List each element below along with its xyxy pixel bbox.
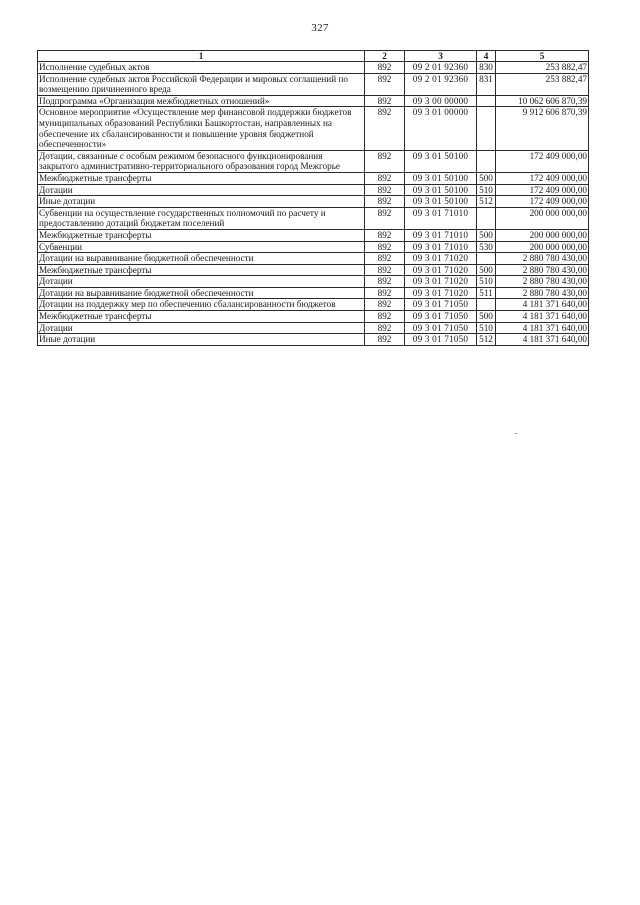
scan-speck bbox=[515, 433, 517, 434]
row-ved-cell: 892 bbox=[365, 264, 405, 276]
row-name-cell: Межбюджетные трансферты bbox=[38, 172, 365, 184]
row-name-cell: Исполнение судебных актов Российской Федерации и мировых соглашений по возмещению причиненного вреда bbox=[38, 73, 365, 95]
table-row bbox=[38, 184, 589, 196]
budget-table bbox=[37, 50, 589, 346]
row-csr-cell: 09 3 01 71050 bbox=[405, 311, 477, 323]
row-ved-cell: 892 bbox=[365, 253, 405, 265]
row-csr-cell: 09 3 01 71020 bbox=[405, 287, 477, 299]
row-sum-cell: 9 912 606 870,39 bbox=[496, 107, 589, 150]
row-vr-cell: 511 bbox=[477, 287, 496, 299]
row-sum-cell: 2 880 780 430,00 bbox=[496, 287, 589, 299]
row-csr-cell: 09 3 01 71010 bbox=[405, 229, 477, 241]
row-csr-cell: 09 3 01 50100 bbox=[405, 184, 477, 196]
row-csr-cell: 09 3 01 71010 bbox=[405, 241, 477, 253]
table-row bbox=[38, 172, 589, 184]
row-csr-cell: 09 2 01 92360 bbox=[405, 73, 477, 95]
page-number: 327 bbox=[311, 22, 329, 34]
row-ved-cell: 892 bbox=[365, 334, 405, 346]
table-row bbox=[38, 229, 589, 241]
row-sum-cell: 172 409 000,00 bbox=[496, 184, 589, 196]
row-csr-cell: 09 3 01 50100 bbox=[405, 150, 477, 172]
row-ved-cell: 892 bbox=[365, 207, 405, 229]
row-vr-cell bbox=[477, 253, 496, 265]
row-sum-cell: 200 000 000,00 bbox=[496, 207, 589, 229]
column-header: 3 bbox=[405, 51, 477, 62]
row-csr-cell: 09 3 01 71020 bbox=[405, 253, 477, 265]
table-header-row bbox=[38, 51, 589, 62]
row-sum-cell: 2 880 780 430,00 bbox=[496, 253, 589, 265]
row-ved-cell: 892 bbox=[365, 311, 405, 323]
row-vr-cell bbox=[477, 150, 496, 172]
row-vr-cell: 512 bbox=[477, 334, 496, 346]
row-name-cell: Межбюджетные трансферты bbox=[38, 264, 365, 276]
row-ved-cell: 892 bbox=[365, 73, 405, 95]
row-csr-cell: 09 3 01 71050 bbox=[405, 299, 477, 311]
row-name-cell: Основное мероприятие «Осуществление мер финансовой поддержки бюджетов муниципальных образований Республики Башкортостан, направленных на обеспечение их сбалансированности и повышение уровня бюджетной обеспеченности» bbox=[38, 107, 365, 150]
table-row bbox=[38, 241, 589, 253]
table-row bbox=[38, 253, 589, 265]
row-ved-cell: 892 bbox=[365, 62, 405, 74]
row-name-cell: Исполнение судебных актов bbox=[38, 62, 365, 74]
row-sum-cell: 4 181 371 640,00 bbox=[496, 322, 589, 334]
row-csr-cell: 09 3 01 00000 bbox=[405, 107, 477, 150]
row-name-cell: Дотации на выравнивание бюджетной обеспеченности bbox=[38, 287, 365, 299]
table-row bbox=[38, 264, 589, 276]
row-ved-cell: 892 bbox=[365, 184, 405, 196]
row-vr-cell: 512 bbox=[477, 196, 496, 208]
table-row bbox=[38, 299, 589, 311]
row-sum-cell: 4 181 371 640,00 bbox=[496, 299, 589, 311]
row-csr-cell: 09 3 01 71010 bbox=[405, 207, 477, 229]
row-name-cell: Иные дотации bbox=[38, 196, 365, 208]
row-vr-cell: 510 bbox=[477, 276, 496, 288]
row-vr-cell: 500 bbox=[477, 229, 496, 241]
table-row bbox=[38, 62, 589, 74]
row-csr-cell: 09 3 01 71020 bbox=[405, 264, 477, 276]
column-header: 5 bbox=[496, 51, 589, 62]
row-ved-cell: 892 bbox=[365, 150, 405, 172]
table-row bbox=[38, 322, 589, 334]
row-csr-cell: 09 3 01 71020 bbox=[405, 276, 477, 288]
row-sum-cell: 253 882,47 bbox=[496, 62, 589, 74]
row-name-cell: Дотации на выравнивание бюджетной обеспеченности bbox=[38, 253, 365, 265]
row-sum-cell: 200 000 000,00 bbox=[496, 229, 589, 241]
row-vr-cell bbox=[477, 299, 496, 311]
row-csr-cell: 09 3 01 50100 bbox=[405, 196, 477, 208]
row-sum-cell: 172 409 000,00 bbox=[496, 150, 589, 172]
table-body bbox=[38, 62, 589, 346]
row-name-cell: Иные дотации bbox=[38, 334, 365, 346]
table-row bbox=[38, 95, 589, 107]
table-row bbox=[38, 196, 589, 208]
row-name-cell: Субвенции bbox=[38, 241, 365, 253]
row-name-cell: Подпрограмма «Организация межбюджетных отношений» bbox=[38, 95, 365, 107]
row-name-cell: Субвенции на осуществление государственных полномочий по расчету и предоставлению дотаций бюджетам поселений bbox=[38, 207, 365, 229]
row-ved-cell: 892 bbox=[365, 299, 405, 311]
table-row bbox=[38, 334, 589, 346]
row-name-cell: Дотации bbox=[38, 184, 365, 196]
row-vr-cell: 530 bbox=[477, 241, 496, 253]
row-sum-cell: 172 409 000,00 bbox=[496, 172, 589, 184]
row-csr-cell: 09 3 01 71050 bbox=[405, 334, 477, 346]
table-row bbox=[38, 207, 589, 229]
row-vr-cell bbox=[477, 207, 496, 229]
row-sum-cell: 253 882,47 bbox=[496, 73, 589, 95]
row-sum-cell: 2 880 780 430,00 bbox=[496, 276, 589, 288]
row-ved-cell: 892 bbox=[365, 172, 405, 184]
table-row bbox=[38, 73, 589, 95]
column-header: 4 bbox=[477, 51, 496, 62]
row-name-cell: Межбюджетные трансферты bbox=[38, 311, 365, 323]
table-row bbox=[38, 287, 589, 299]
row-name-cell: Дотации, связанные с особым режимом безопасного функционирования закрытого административно-территориального образования город Межгорье bbox=[38, 150, 365, 172]
row-csr-cell: 09 3 01 50100 bbox=[405, 172, 477, 184]
row-sum-cell: 172 409 000,00 bbox=[496, 196, 589, 208]
table-row bbox=[38, 311, 589, 323]
row-sum-cell: 4 181 371 640,00 bbox=[496, 334, 589, 346]
row-name-cell: Дотации bbox=[38, 322, 365, 334]
table-row bbox=[38, 150, 589, 172]
row-name-cell: Межбюджетные трансферты bbox=[38, 229, 365, 241]
row-ved-cell: 892 bbox=[365, 95, 405, 107]
row-ved-cell: 892 bbox=[365, 107, 405, 150]
row-csr-cell: 09 3 01 71050 bbox=[405, 322, 477, 334]
row-vr-cell: 500 bbox=[477, 311, 496, 323]
row-ved-cell: 892 bbox=[365, 276, 405, 288]
row-ved-cell: 892 bbox=[365, 196, 405, 208]
row-vr-cell: 830 bbox=[477, 62, 496, 74]
row-vr-cell: 510 bbox=[477, 184, 496, 196]
row-csr-cell: 09 2 01 92360 bbox=[405, 62, 477, 74]
row-vr-cell: 500 bbox=[477, 172, 496, 184]
table-row bbox=[38, 276, 589, 288]
row-vr-cell: 510 bbox=[477, 322, 496, 334]
row-vr-cell bbox=[477, 95, 496, 107]
row-csr-cell: 09 3 00 00000 bbox=[405, 95, 477, 107]
row-ved-cell: 892 bbox=[365, 241, 405, 253]
table-row bbox=[38, 107, 589, 150]
row-sum-cell: 10 062 606 870,39 bbox=[496, 95, 589, 107]
row-sum-cell: 200 000 000,00 bbox=[496, 241, 589, 253]
row-name-cell: Дотации bbox=[38, 276, 365, 288]
row-vr-cell: 831 bbox=[477, 73, 496, 95]
row-name-cell: Дотации на поддержку мер по обеспечению сбалансированности бюджетов bbox=[38, 299, 365, 311]
row-sum-cell: 2 880 780 430,00 bbox=[496, 264, 589, 276]
row-sum-cell: 4 181 371 640,00 bbox=[496, 311, 589, 323]
row-vr-cell: 500 bbox=[477, 264, 496, 276]
row-ved-cell: 892 bbox=[365, 322, 405, 334]
row-vr-cell bbox=[477, 107, 496, 150]
column-header: 1 bbox=[38, 51, 365, 62]
column-header: 2 bbox=[365, 51, 405, 62]
row-ved-cell: 892 bbox=[365, 229, 405, 241]
row-ved-cell: 892 bbox=[365, 287, 405, 299]
